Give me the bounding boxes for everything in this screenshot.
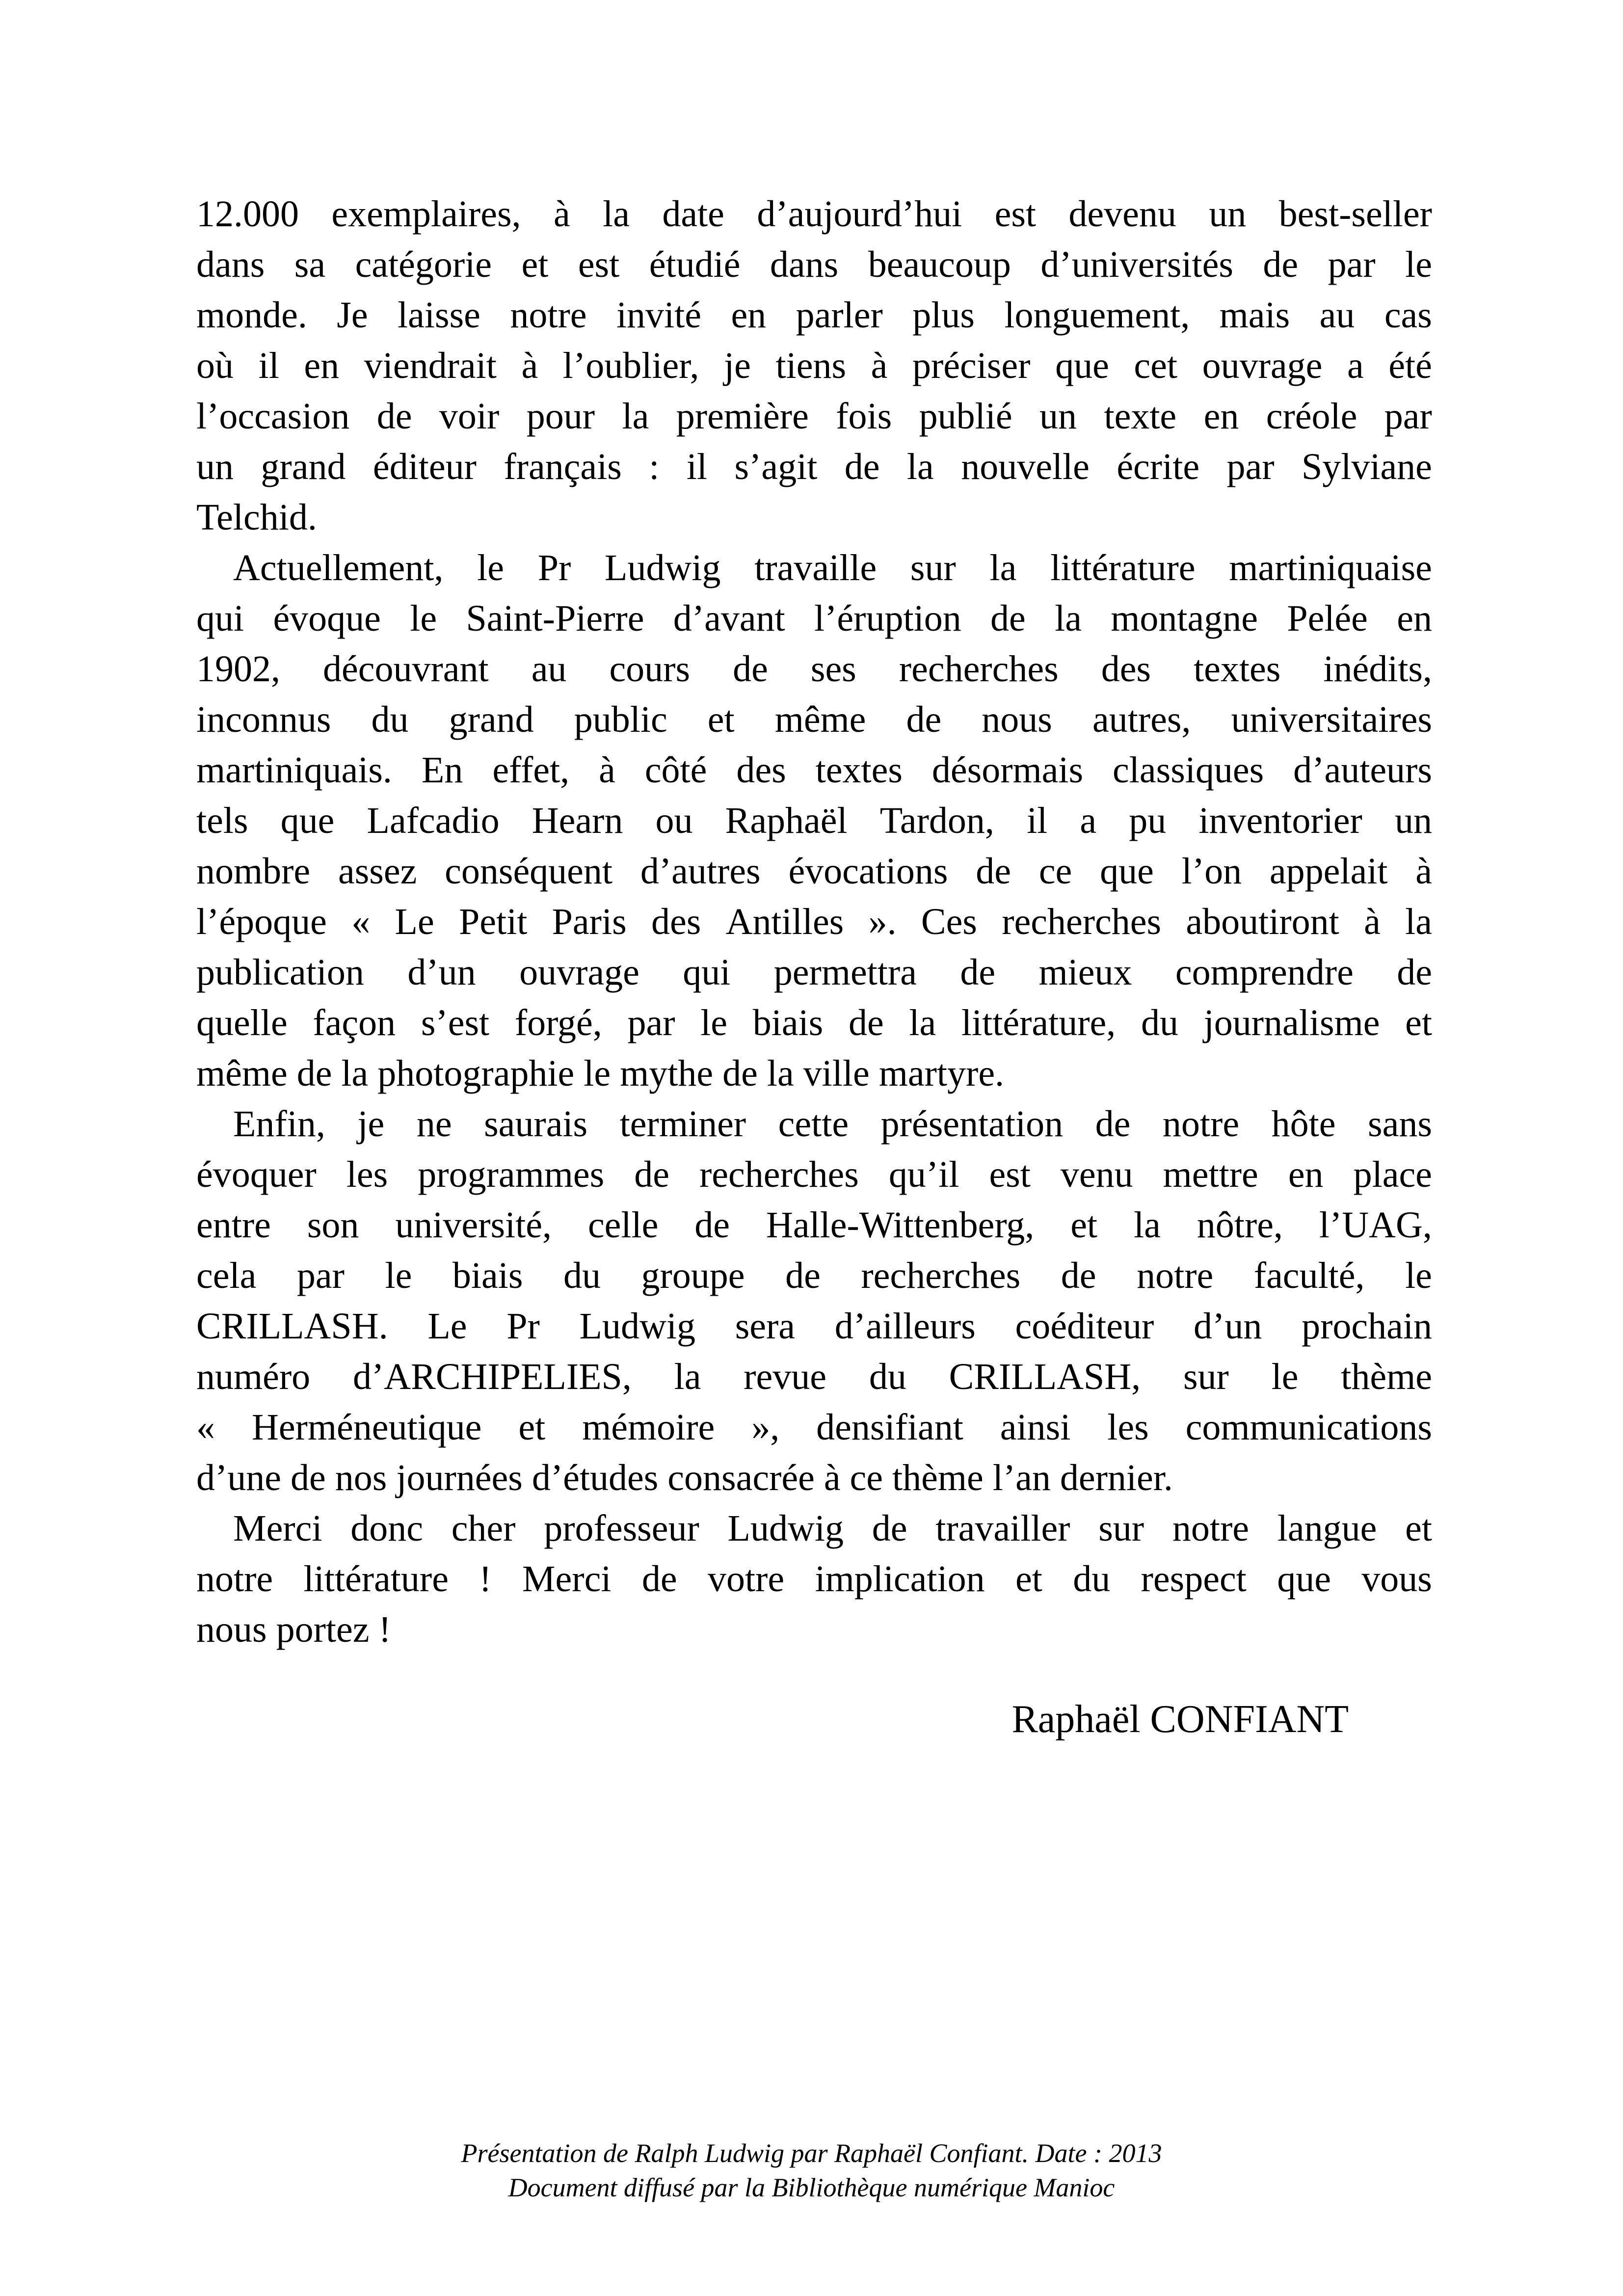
footer-line-1: Présentation de Ralph Ludwig par Raphaël Confiant. Date : 2013 (461, 2138, 1162, 2168)
text-line: cela par le biais du groupe de recherches de notre faculté, le (196, 1255, 1432, 1296)
text-line: qui évoque le Saint-Pierre d’avant l’éruption de la montagne Pelée en (196, 598, 1432, 639)
text-line: Telchid. (196, 497, 317, 538)
text-line: quelle façon s’est forgé, par le biais de la littérature, du journalisme et (196, 1002, 1432, 1043)
signature: Raphaël CONFIANT (1011, 1698, 1349, 1741)
text-line: l’occasion de voir pour la première fois publié un texte en créole par (196, 396, 1432, 437)
paragraph (196, 189, 1432, 543)
paragraph (196, 543, 1432, 1099)
text-line: un grand éditeur français : il s’agit de la nouvelle écrite par Sylviane (196, 446, 1432, 487)
paragraph (196, 1503, 1432, 1655)
text-line: nous portez ! (196, 1609, 391, 1650)
text-line: « Herméneutique et mémoire », densifiant ainsi les communications (196, 1407, 1432, 1448)
text-line: Enfin, je ne saurais terminer cette présentation de notre hôte sans (233, 1103, 1432, 1145)
text-line: 1902, découvrant au cours de ses recherches des textes inédits, (196, 648, 1432, 690)
text-line: martiniquais. En effet, à côté des textes désormais classiques d’auteurs (196, 749, 1432, 791)
text-line: publication d’un ouvrage qui permettra de mieux comprendre de (196, 952, 1432, 993)
text-line: monde. Je laisse notre invité en parler plus longuement, mais au cas (196, 294, 1432, 336)
text-line: Merci donc cher professeur Ludwig de travailler sur notre langue et (233, 1508, 1432, 1549)
text-line: Actuellement, le Pr Ludwig travaille sur la littérature martiniquaise (233, 547, 1432, 588)
text-line: entre son université, celle de Halle-Wittenberg, et la nôtre, l’UAG, (196, 1204, 1432, 1246)
text-line: tels que Lafcadio Hearn ou Raphaël Tardon, il a pu inventorier un (196, 800, 1432, 841)
paragraph (196, 1099, 1432, 1503)
footer-line-2: Document diffusé par la Bibliothèque numérique Manioc (508, 2173, 1115, 2202)
text-line: l’époque « Le Petit Paris des Antilles ». Ces recherches aboutiront à la (196, 901, 1432, 942)
text-line: CRILLASH. Le Pr Ludwig sera d’ailleurs coéditeur d’un prochain (196, 1306, 1432, 1347)
body-text (196, 189, 1432, 1655)
text-line: où il en viendrait à l’oublier, je tiens à préciser que cet ouvrage a été (196, 345, 1432, 386)
text-line: 12.000 exemplaires, à la date d’aujourd’hui est devenu un best-seller (196, 193, 1432, 235)
text-line: notre littérature ! Merci de votre implication et du respect que vous (196, 1558, 1432, 1600)
text-line: d’une de nos journées d’études consacrée à ce thème l’an dernier. (196, 1457, 1173, 1498)
text-line: numéro d’ARCHIPELIES, la revue du CRILLASH, sur le thème (196, 1356, 1432, 1397)
footer (0, 2136, 1623, 2205)
text-line: nombre assez conséquent d’autres évocations de ce que l’on appelait à (196, 851, 1432, 892)
text-line: dans sa catégorie et est étudié dans beaucoup d’universités de par le (196, 244, 1432, 285)
text-line: évoquer les programmes de recherches qu’il est venu mettre en place (196, 1154, 1432, 1195)
text-line: même de la photographie le mythe de la ville martyre. (196, 1053, 1005, 1094)
text-line: inconnus du grand public et même de nous autres, universitaires (196, 699, 1432, 740)
